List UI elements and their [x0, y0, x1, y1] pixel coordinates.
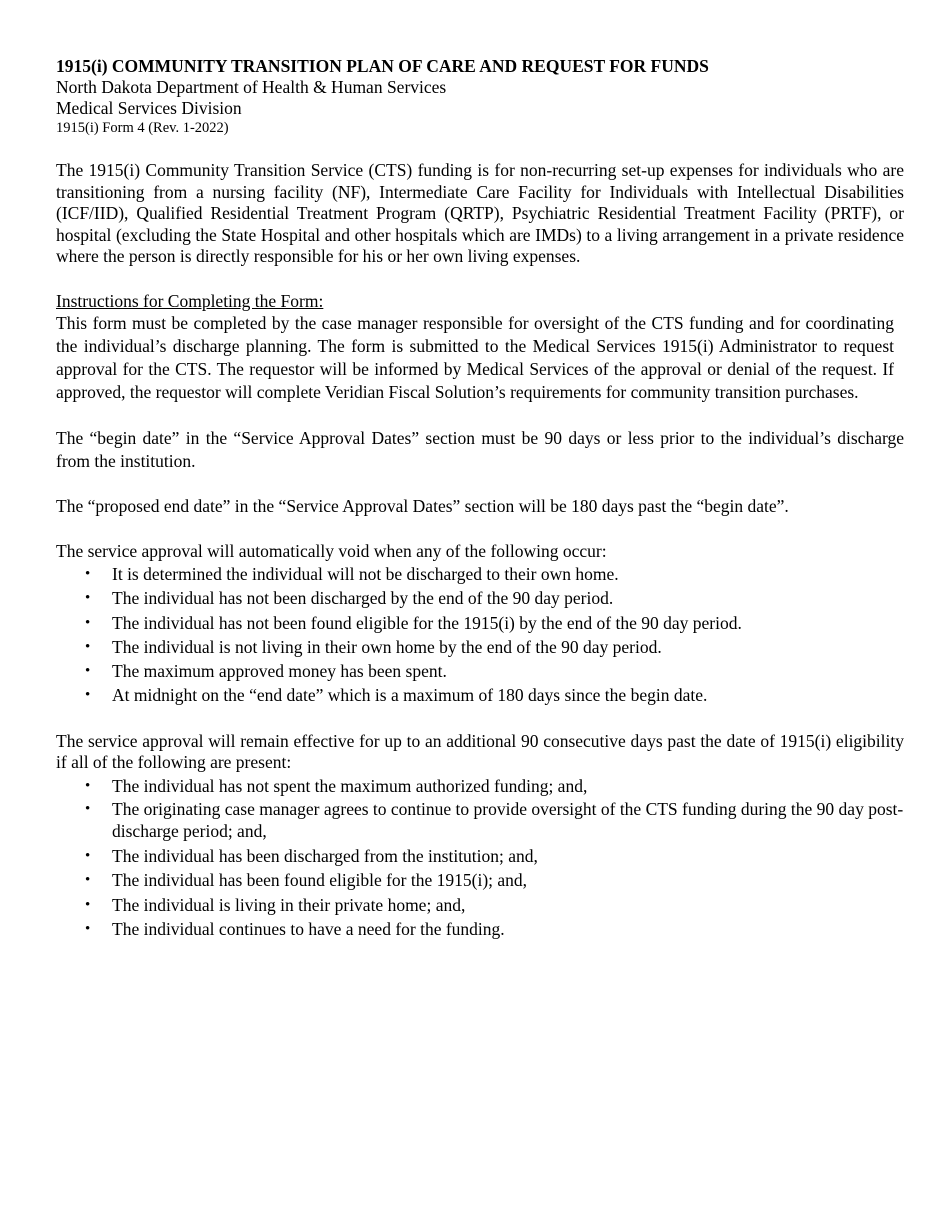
- list-item: • The maximum approved money has been spent.: [56, 659, 904, 683]
- form-title: 1915(i) COMMUNITY TRANSITION PLAN OF CARE AND REQUEST FOR FUNDS: [56, 56, 709, 76]
- extension-lead: The service approval will remain effective for up to an additional 90 consecutive days past the date of 1915(i) eligibility if all of the following are present:: [56, 730, 904, 773]
- spacer: [56, 518, 904, 541]
- bullet-icon: •: [85, 687, 91, 704]
- spacer: [56, 137, 904, 160]
- spacer: [56, 268, 904, 291]
- list-item: • The individual is living in their private home; and,: [56, 893, 904, 917]
- instructions-paragraph: This form must be completed by the case manager responsible for oversight of the CTS funding and for coordinating the individual’s discharge planning. The form is submitted to the Medical Services 1915(i) Administrator to request approval for the CTS. The requestor will be informed by Medical Services of the approval or denial of the request. If approved, the requestor will complete Veridian Fiscal Solution’s requirements for community transition purchases.: [56, 313, 894, 402]
- bullet-icon: •: [85, 566, 91, 582]
- list-item: • It is determined the individual will not be discharged to their own home.: [56, 562, 904, 586]
- list-item: • The individual has not been discharged by the end of the 90 day period.: [56, 586, 904, 610]
- department-name: North Dakota Department of Health & Human Services: [56, 77, 447, 97]
- bullet-icon: •: [85, 590, 91, 607]
- bullet-icon: •: [85, 801, 91, 818]
- void-lead: The service approval will automatically void when any of the following occur:: [56, 540, 607, 561]
- bullet-icon: •: [85, 872, 91, 889]
- list-item: • The individual has been found eligible for the 1915(i); and,: [56, 868, 904, 892]
- list-item: • The individual has not been found eligible for the 1915(i) by the end of the 90 day period.: [56, 611, 904, 635]
- list-item: • The originating case manager agrees to continue to provide oversight of the CTS funding during the 90 day post-discharge period; and,: [85, 799, 904, 842]
- spacer: [56, 708, 904, 731]
- form-number: 1915(i) Form 4 (Rev. 1-2022): [56, 120, 229, 136]
- extension-conditions-list: [56, 774, 904, 941]
- bullet-icon: •: [85, 614, 91, 631]
- spacer: [56, 473, 904, 496]
- end-date-note: The “proposed end date” in the “Service Approval Dates” section will be 180 days past the “begin date”.: [56, 496, 789, 516]
- instructions-heading: Instructions for Completing the Form:: [56, 290, 324, 311]
- bullet-icon: •: [85, 848, 91, 865]
- bullet-icon: •: [85, 777, 91, 794]
- begin-date-note: The “begin date” in the “Service Approval Dates” section must be 90 days or less prior to the individual’s discharge from the institution.: [56, 428, 904, 471]
- document-page: [56, 56, 904, 941]
- list-item: • The individual continues to have a need for the funding.: [56, 917, 904, 941]
- bullet-icon: •: [85, 638, 91, 655]
- spacer: [56, 404, 904, 427]
- list-item: • At midnight on the “end date” which is a maximum of 180 days since the begin date.: [56, 683, 904, 707]
- void-conditions-list: [56, 562, 904, 708]
- bullet-icon: •: [85, 663, 91, 680]
- list-item: • The individual has been discharged from the institution; and,: [56, 844, 904, 868]
- list-item: • The individual has not spent the maximum authorized funding; and,: [56, 774, 904, 798]
- bullet-icon: •: [85, 896, 91, 913]
- division-name: Medical Services Division: [56, 98, 242, 118]
- bullet-icon: •: [85, 920, 91, 937]
- list-item: • The individual is not living in their own home by the end of the 90 day period.: [56, 635, 904, 659]
- intro-paragraph: The 1915(i) Community Transition Service (CTS) funding is for non-recurring set-up expenses for individuals who are transitioning from a nursing facility (NF), Intermediate Care Facility for Individuals with Intellectual Disabilities (ICF/IID), Qualified Residential Treatment Program (QRTP), Psychiatric Residential Treatment Facility (PRTF), or hospital (excluding the State Hospital and other hospitals which are IMDs) to a living arrangement in a private residence where the person is directly responsible for his or her own living expenses.: [56, 160, 904, 266]
